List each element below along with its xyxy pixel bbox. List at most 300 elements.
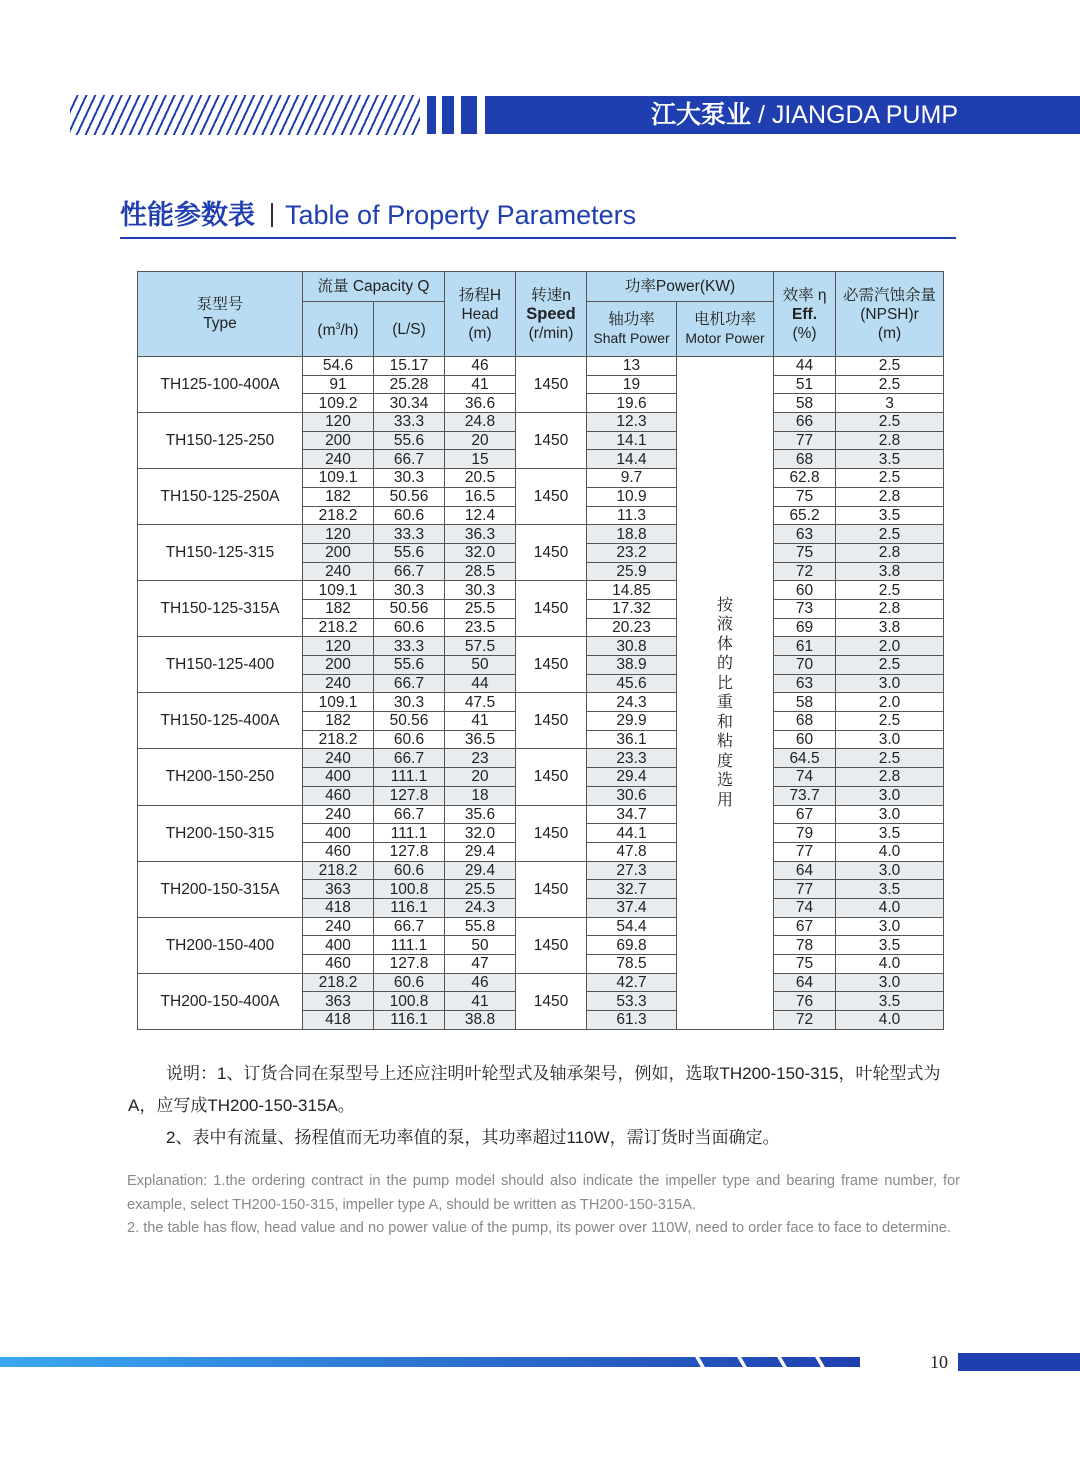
- model-cell: TH125-100-400A: [138, 357, 303, 413]
- table-row: [138, 637, 944, 656]
- table-row: [138, 413, 944, 432]
- header-stripes-decoration: [70, 95, 420, 135]
- head-cell: 57.5: [445, 637, 516, 656]
- head-cell: 36.5: [445, 730, 516, 749]
- efficiency-cell: 64: [774, 861, 836, 880]
- capacity-m3h-cell: 418: [303, 898, 374, 917]
- brand-name-cn: 江大泵业: [650, 101, 751, 129]
- shaft-power-cell: 27.3: [587, 861, 677, 880]
- page-number: 10: [930, 1352, 948, 1372]
- head-cell: 44: [445, 674, 516, 693]
- capacity-ls-cell: 111.1: [374, 824, 445, 843]
- head-cell: 20: [445, 431, 516, 450]
- npsh-cell: 3.5: [836, 936, 944, 955]
- header-bar-decoration: [427, 96, 436, 134]
- capacity-ls-cell: 55.6: [374, 431, 445, 450]
- shaft-power-cell: 36.1: [587, 730, 677, 749]
- efficiency-cell: 73.7: [774, 786, 836, 805]
- efficiency-cell: 66: [774, 413, 836, 432]
- efficiency-cell: 76: [774, 992, 836, 1011]
- table-row: [138, 805, 944, 824]
- npsh-cell: 3.0: [836, 973, 944, 992]
- npsh-cell: 2.5: [836, 469, 944, 488]
- capacity-m3h-cell: 109.1: [303, 469, 374, 488]
- head-cell: 16.5: [445, 487, 516, 506]
- efficiency-cell: 62.8: [774, 469, 836, 488]
- shaft-power-cell: 29.9: [587, 712, 677, 731]
- capacity-m3h-cell: 240: [303, 749, 374, 768]
- shaft-power-cell: 38.9: [587, 656, 677, 675]
- npsh-cell: 2.0: [836, 637, 944, 656]
- head-cell: 36.3: [445, 525, 516, 544]
- npsh-cell: 4.0: [836, 898, 944, 917]
- speed-cell: 1450: [516, 581, 587, 637]
- table-row: [138, 581, 944, 600]
- note-cn-line3: 2、表中有流量、扬程值而无功率值的泵，其功率超过110W，需订货时当面确定。: [166, 1128, 780, 1147]
- header-motor-cn: 电机功率: [694, 311, 757, 328]
- npsh-cell: 2.5: [836, 712, 944, 731]
- page-title: [120, 196, 636, 234]
- npsh-cell: 4.0: [836, 955, 944, 974]
- table-row: [138, 917, 944, 936]
- model-cell: TH150-125-250A: [138, 469, 303, 525]
- shaft-power-cell: 24.3: [587, 693, 677, 712]
- capacity-m3h-cell: 200: [303, 543, 374, 562]
- shaft-power-cell: 45.6: [587, 674, 677, 693]
- head-cell: 41: [445, 375, 516, 394]
- motor-power-note-char: 液: [717, 616, 734, 634]
- capacity-ls-cell: 66.7: [374, 450, 445, 469]
- note-cn-line1: 说明：1、订货合同在泵型号上还应注明叶轮型式及轴承架号，例如，选取TH200-150-315，叶轮型式为: [166, 1064, 941, 1083]
- motor-power-note-char: 粘: [717, 733, 734, 751]
- speed-cell: 1450: [516, 525, 587, 581]
- npsh-cell: 2.0: [836, 693, 944, 712]
- capacity-m3h-cell: 363: [303, 880, 374, 899]
- capacity-ls-cell: 60.6: [374, 506, 445, 525]
- head-cell: 20.5: [445, 469, 516, 488]
- capacity-m3h-cell: 460: [303, 786, 374, 805]
- npsh-cell: 2.5: [836, 656, 944, 675]
- capacity-ls-cell: 127.8: [374, 842, 445, 861]
- motor-power-note-char: 重: [717, 694, 734, 712]
- efficiency-cell: 58: [774, 394, 836, 413]
- speed-cell: 1450: [516, 749, 587, 805]
- head-cell: 50: [445, 936, 516, 955]
- table-row: [138, 469, 944, 488]
- page-title-en: Table of Property Parameters: [285, 200, 637, 230]
- shaft-power-cell: 54.4: [587, 917, 677, 936]
- capacity-m3h-cell: 182: [303, 599, 374, 618]
- header-shaft-cn: 轴功率: [608, 311, 655, 328]
- table-row: [138, 861, 944, 880]
- capacity-ls-cell: 100.8: [374, 880, 445, 899]
- capacity-ls-cell: 116.1: [374, 898, 445, 917]
- efficiency-cell: 77: [774, 842, 836, 861]
- npsh-cell: 3.5: [836, 992, 944, 1011]
- performance-table-body: [138, 357, 944, 1030]
- head-cell: 47.5: [445, 693, 516, 712]
- head-cell: 25.5: [445, 599, 516, 618]
- head-cell: 55.8: [445, 917, 516, 936]
- capacity-ls-cell: 66.7: [374, 749, 445, 768]
- capacity-m3h-cell: 418: [303, 1011, 374, 1030]
- shaft-power-cell: 47.8: [587, 842, 677, 861]
- header-npsh-cn: 必需汽蚀余量: [843, 286, 937, 304]
- capacity-m3h-cell: 182: [303, 487, 374, 506]
- head-cell: 23.5: [445, 618, 516, 637]
- efficiency-cell: 74: [774, 768, 836, 787]
- capacity-ls-cell: 60.6: [374, 973, 445, 992]
- head-cell: 38.8: [445, 1011, 516, 1030]
- footer-page-bar: [958, 1353, 1080, 1371]
- title-separator: [271, 203, 273, 227]
- capacity-m3h-cell: 120: [303, 413, 374, 432]
- npsh-cell: 3.5: [836, 824, 944, 843]
- capacity-m3h-cell: 109.2: [303, 394, 374, 413]
- capacity-ls-cell: 127.8: [374, 955, 445, 974]
- head-cell: 28.5: [445, 562, 516, 581]
- head-cell: 20: [445, 768, 516, 787]
- capacity-ls-cell: 111.1: [374, 768, 445, 787]
- head-cell: 41: [445, 712, 516, 731]
- shaft-power-cell: 17.32: [587, 599, 677, 618]
- title-underline: [120, 237, 956, 239]
- head-cell: 35.6: [445, 805, 516, 824]
- shaft-power-cell: 53.3: [587, 992, 677, 1011]
- npsh-cell: 3.5: [836, 880, 944, 899]
- head-cell: 50: [445, 656, 516, 675]
- shaft-power-cell: 29.4: [587, 768, 677, 787]
- capacity-m3h-cell: 182: [303, 712, 374, 731]
- efficiency-cell: 63: [774, 525, 836, 544]
- efficiency-cell: 70: [774, 656, 836, 675]
- head-cell: 46: [445, 357, 516, 376]
- header-motor-en: Motor Power: [685, 330, 765, 346]
- header-npsh: [836, 272, 944, 357]
- shaft-power-cell: 18.8: [587, 525, 677, 544]
- header-speed-unit: (r/min): [528, 324, 574, 342]
- efficiency-cell: 69: [774, 618, 836, 637]
- capacity-m3h-cell: 240: [303, 450, 374, 469]
- header-power: 功率Power(KW): [587, 272, 774, 302]
- capacity-m3h-cell: 109.1: [303, 581, 374, 600]
- efficiency-cell: 75: [774, 487, 836, 506]
- shaft-power-cell: 42.7: [587, 973, 677, 992]
- efficiency-cell: 79: [774, 824, 836, 843]
- capacity-ls-cell: 50.56: [374, 487, 445, 506]
- capacity-m3h-cell: 460: [303, 842, 374, 861]
- head-cell: 24.3: [445, 898, 516, 917]
- model-cell: TH200-150-400: [138, 917, 303, 973]
- header-eff: [774, 272, 836, 357]
- shaft-power-cell: 78.5: [587, 955, 677, 974]
- header-motor-power: [677, 302, 774, 357]
- header-unit-ls: (L/S): [374, 302, 445, 357]
- footer-band: [0, 1357, 860, 1367]
- head-cell: 29.4: [445, 861, 516, 880]
- speed-cell: 1450: [516, 805, 587, 861]
- npsh-cell: 2.5: [836, 581, 944, 600]
- npsh-cell: 2.8: [836, 487, 944, 506]
- table-row: [138, 693, 944, 712]
- npsh-cell: 3.0: [836, 805, 944, 824]
- head-cell: 36.6: [445, 394, 516, 413]
- speed-cell: 1450: [516, 693, 587, 749]
- header-speed-cn: 转速n: [531, 286, 571, 304]
- page-title-cn: 性能参数表: [120, 200, 255, 230]
- brand-name-en: / JIANGDA PUMP: [757, 101, 958, 129]
- motor-power-note-char: 度: [717, 752, 734, 770]
- shaft-power-cell: 9.7: [587, 469, 677, 488]
- capacity-ls-cell: 30.34: [374, 394, 445, 413]
- npsh-cell: 2.8: [836, 543, 944, 562]
- head-cell: 47: [445, 955, 516, 974]
- table-row: [138, 357, 944, 376]
- model-cell: TH200-150-250: [138, 749, 303, 805]
- capacity-ls-cell: 60.6: [374, 861, 445, 880]
- shaft-power-cell: 61.3: [587, 1011, 677, 1030]
- shaft-power-cell: 14.85: [587, 581, 677, 600]
- efficiency-cell: 72: [774, 562, 836, 581]
- capacity-ls-cell: 111.1: [374, 936, 445, 955]
- motor-power-note-char: 的: [717, 655, 734, 673]
- capacity-m3h-cell: 400: [303, 824, 374, 843]
- efficiency-cell: 78: [774, 936, 836, 955]
- efficiency-cell: 64.5: [774, 749, 836, 768]
- shaft-power-cell: 13: [587, 357, 677, 376]
- header-npsh-en: (NPSH)r: [860, 305, 919, 323]
- header-bar-decoration: [461, 96, 477, 134]
- efficiency-cell: 75: [774, 955, 836, 974]
- header-capacity: 流量 Capacity Q: [303, 272, 445, 302]
- npsh-cell: 2.5: [836, 749, 944, 768]
- shaft-power-cell: 32.7: [587, 880, 677, 899]
- efficiency-cell: 44: [774, 357, 836, 376]
- capacity-m3h-cell: 218.2: [303, 861, 374, 880]
- efficiency-cell: 67: [774, 917, 836, 936]
- header-type-en: Type: [203, 315, 237, 332]
- capacity-m3h-cell: 240: [303, 917, 374, 936]
- motor-power-note-char: 比: [717, 674, 734, 692]
- npsh-cell: 3.0: [836, 674, 944, 693]
- head-cell: 32.0: [445, 543, 516, 562]
- shaft-power-cell: 14.1: [587, 431, 677, 450]
- efficiency-cell: 58: [774, 693, 836, 712]
- model-cell: TH150-125-315A: [138, 581, 303, 637]
- header-head-en: Head: [461, 305, 499, 323]
- model-cell: TH150-125-400: [138, 637, 303, 693]
- capacity-m3h-cell: 240: [303, 562, 374, 581]
- capacity-ls-cell: 30.3: [374, 693, 445, 712]
- capacity-m3h-cell: 363: [303, 992, 374, 1011]
- capacity-m3h-cell: 218.2: [303, 730, 374, 749]
- note-cn-line2: A，应写成TH200-150-315A。: [128, 1096, 355, 1115]
- capacity-ls-cell: 60.6: [374, 618, 445, 637]
- header-head-cn: 扬程H: [458, 286, 502, 304]
- efficiency-cell: 61: [774, 637, 836, 656]
- capacity-m3h-cell: 54.6: [303, 357, 374, 376]
- capacity-ls-cell: 33.3: [374, 413, 445, 432]
- capacity-ls-cell: 33.3: [374, 637, 445, 656]
- efficiency-cell: 60: [774, 581, 836, 600]
- head-cell: 32.0: [445, 824, 516, 843]
- capacity-ls-cell: 15.17: [374, 357, 445, 376]
- efficiency-cell: 74: [774, 898, 836, 917]
- capacity-m3h-cell: 240: [303, 805, 374, 824]
- efficiency-cell: 68: [774, 712, 836, 731]
- shaft-power-cell: 44.1: [587, 824, 677, 843]
- capacity-ls-cell: 66.7: [374, 674, 445, 693]
- brand-name: [651, 100, 958, 130]
- npsh-cell: 2.8: [836, 431, 944, 450]
- capacity-m3h-cell: 218.2: [303, 973, 374, 992]
- capacity-ls-cell: 25.28: [374, 375, 445, 394]
- shaft-power-cell: 20.23: [587, 618, 677, 637]
- notes-chinese: [128, 1058, 958, 1154]
- capacity-ls-cell: 55.6: [374, 656, 445, 675]
- shaft-power-cell: 19.6: [587, 394, 677, 413]
- npsh-cell: 2.5: [836, 357, 944, 376]
- header-shaft-power: [587, 302, 677, 357]
- capacity-ls-cell: 50.56: [374, 599, 445, 618]
- model-cell: TH150-125-400A: [138, 693, 303, 749]
- capacity-ls-cell: 66.7: [374, 562, 445, 581]
- capacity-ls-cell: 30.3: [374, 469, 445, 488]
- npsh-cell: 3: [836, 394, 944, 413]
- speed-cell: 1450: [516, 861, 587, 917]
- header-speed: [516, 272, 587, 357]
- npsh-cell: 2.5: [836, 525, 944, 544]
- efficiency-cell: 73: [774, 599, 836, 618]
- npsh-cell: 2.5: [836, 413, 944, 432]
- shaft-power-cell: 30.8: [587, 637, 677, 656]
- capacity-m3h-cell: 218.2: [303, 506, 374, 525]
- table-row: [138, 525, 944, 544]
- capacity-m3h-cell: 200: [303, 431, 374, 450]
- capacity-ls-cell: 30.3: [374, 581, 445, 600]
- header-eff-unit: (%): [792, 324, 817, 342]
- header-head: [445, 272, 516, 357]
- speed-cell: 1450: [516, 413, 587, 469]
- shaft-power-cell: 37.4: [587, 898, 677, 917]
- header-type: [138, 272, 303, 357]
- efficiency-cell: 75: [774, 543, 836, 562]
- capacity-ls-cell: 33.3: [374, 525, 445, 544]
- npsh-cell: 3.0: [836, 786, 944, 805]
- shaft-power-cell: 23.2: [587, 543, 677, 562]
- npsh-cell: 3.0: [836, 917, 944, 936]
- head-cell: 23: [445, 749, 516, 768]
- npsh-cell: 3.0: [836, 861, 944, 880]
- header-speed-en: Speed: [526, 304, 576, 323]
- motor-power-note-char: 选: [717, 772, 734, 790]
- efficiency-cell: 77: [774, 880, 836, 899]
- npsh-cell: 4.0: [836, 842, 944, 861]
- capacity-m3h-cell: 200: [303, 656, 374, 675]
- note-en-p2: 2. the table has flow, head value and no power value of the pump, its power over 110W, need to order face to face to determine.: [127, 1220, 951, 1236]
- head-cell: 12.4: [445, 506, 516, 525]
- efficiency-cell: 51: [774, 375, 836, 394]
- npsh-cell: 2.8: [836, 599, 944, 618]
- header-bar-decoration: [442, 96, 454, 134]
- head-cell: 46: [445, 973, 516, 992]
- capacity-ls-cell: 60.6: [374, 730, 445, 749]
- npsh-cell: 3.5: [836, 506, 944, 525]
- header-eff-en: Eff.: [792, 305, 818, 323]
- capacity-m3h-cell: 400: [303, 768, 374, 787]
- capacity-ls-cell: 50.56: [374, 712, 445, 731]
- shaft-power-cell: 34.7: [587, 805, 677, 824]
- capacity-m3h-cell: 240: [303, 674, 374, 693]
- shaft-power-cell: 69.8: [587, 936, 677, 955]
- head-cell: 18: [445, 786, 516, 805]
- capacity-m3h-cell: 109.1: [303, 693, 374, 712]
- capacity-m3h-cell: 120: [303, 525, 374, 544]
- table-row: [138, 749, 944, 768]
- efficiency-cell: 65.2: [774, 506, 836, 525]
- header-unit-m3h: $(m^3/h)$: [303, 302, 374, 357]
- shaft-power-cell: 10.9: [587, 487, 677, 506]
- model-cell: TH200-150-315: [138, 805, 303, 861]
- motor-power-note-char: 按: [717, 596, 734, 614]
- capacity-ls-cell: 66.7: [374, 805, 445, 824]
- shaft-power-cell: 23.3: [587, 749, 677, 768]
- npsh-cell: 2.8: [836, 768, 944, 787]
- shaft-power-cell: 19: [587, 375, 677, 394]
- performance-table: [137, 271, 944, 1030]
- shaft-power-cell: 25.9: [587, 562, 677, 581]
- capacity-m3h-cell: 400: [303, 936, 374, 955]
- shaft-power-cell: 30.6: [587, 786, 677, 805]
- capacity-ls-cell: 66.7: [374, 917, 445, 936]
- npsh-cell: 4.0: [836, 1011, 944, 1030]
- efficiency-cell: 63: [774, 674, 836, 693]
- npsh-cell: 2.5: [836, 375, 944, 394]
- head-cell: 25.5: [445, 880, 516, 899]
- npsh-cell: 3.0: [836, 730, 944, 749]
- shaft-power-cell: 14.4: [587, 450, 677, 469]
- head-cell: 15: [445, 450, 516, 469]
- speed-cell: 1450: [516, 637, 587, 693]
- efficiency-cell: 64: [774, 973, 836, 992]
- npsh-cell: 3.5: [836, 450, 944, 469]
- model-cell: TH150-125-315: [138, 525, 303, 581]
- speed-cell: 1450: [516, 973, 587, 1029]
- capacity-ls-cell: 55.6: [374, 543, 445, 562]
- efficiency-cell: 72: [774, 1011, 836, 1030]
- shaft-power-cell: 12.3: [587, 413, 677, 432]
- head-cell: 30.3: [445, 581, 516, 600]
- capacity-m3h-cell: 218.2: [303, 618, 374, 637]
- capacity-ls-cell: 116.1: [374, 1011, 445, 1030]
- head-cell: 41: [445, 992, 516, 1011]
- header-shaft-en: Shaft Power: [593, 330, 670, 346]
- speed-cell: 1450: [516, 357, 587, 413]
- header-head-unit: (m): [468, 324, 492, 342]
- header-eff-cn: 效率 η: [782, 286, 827, 304]
- model-cell: TH200-150-315A: [138, 861, 303, 917]
- efficiency-cell: 67: [774, 805, 836, 824]
- note-en-p1: Explanation: 1.the ordering contract in the pump model should also indicate the impeller type and bearing frame number, for example, select TH200-150-315, impeller type A, should be written as TH200-150-315A.: [127, 1173, 960, 1213]
- capacity-ls-cell: 127.8: [374, 786, 445, 805]
- efficiency-cell: 77: [774, 431, 836, 450]
- motor-power-note-char: 用: [717, 791, 734, 809]
- model-cell: TH150-125-250: [138, 413, 303, 469]
- table-row: [138, 973, 944, 992]
- npsh-cell: 3.8: [836, 618, 944, 637]
- header-type-cn: 泵型号: [196, 296, 244, 313]
- capacity-ls-cell: 100.8: [374, 992, 445, 1011]
